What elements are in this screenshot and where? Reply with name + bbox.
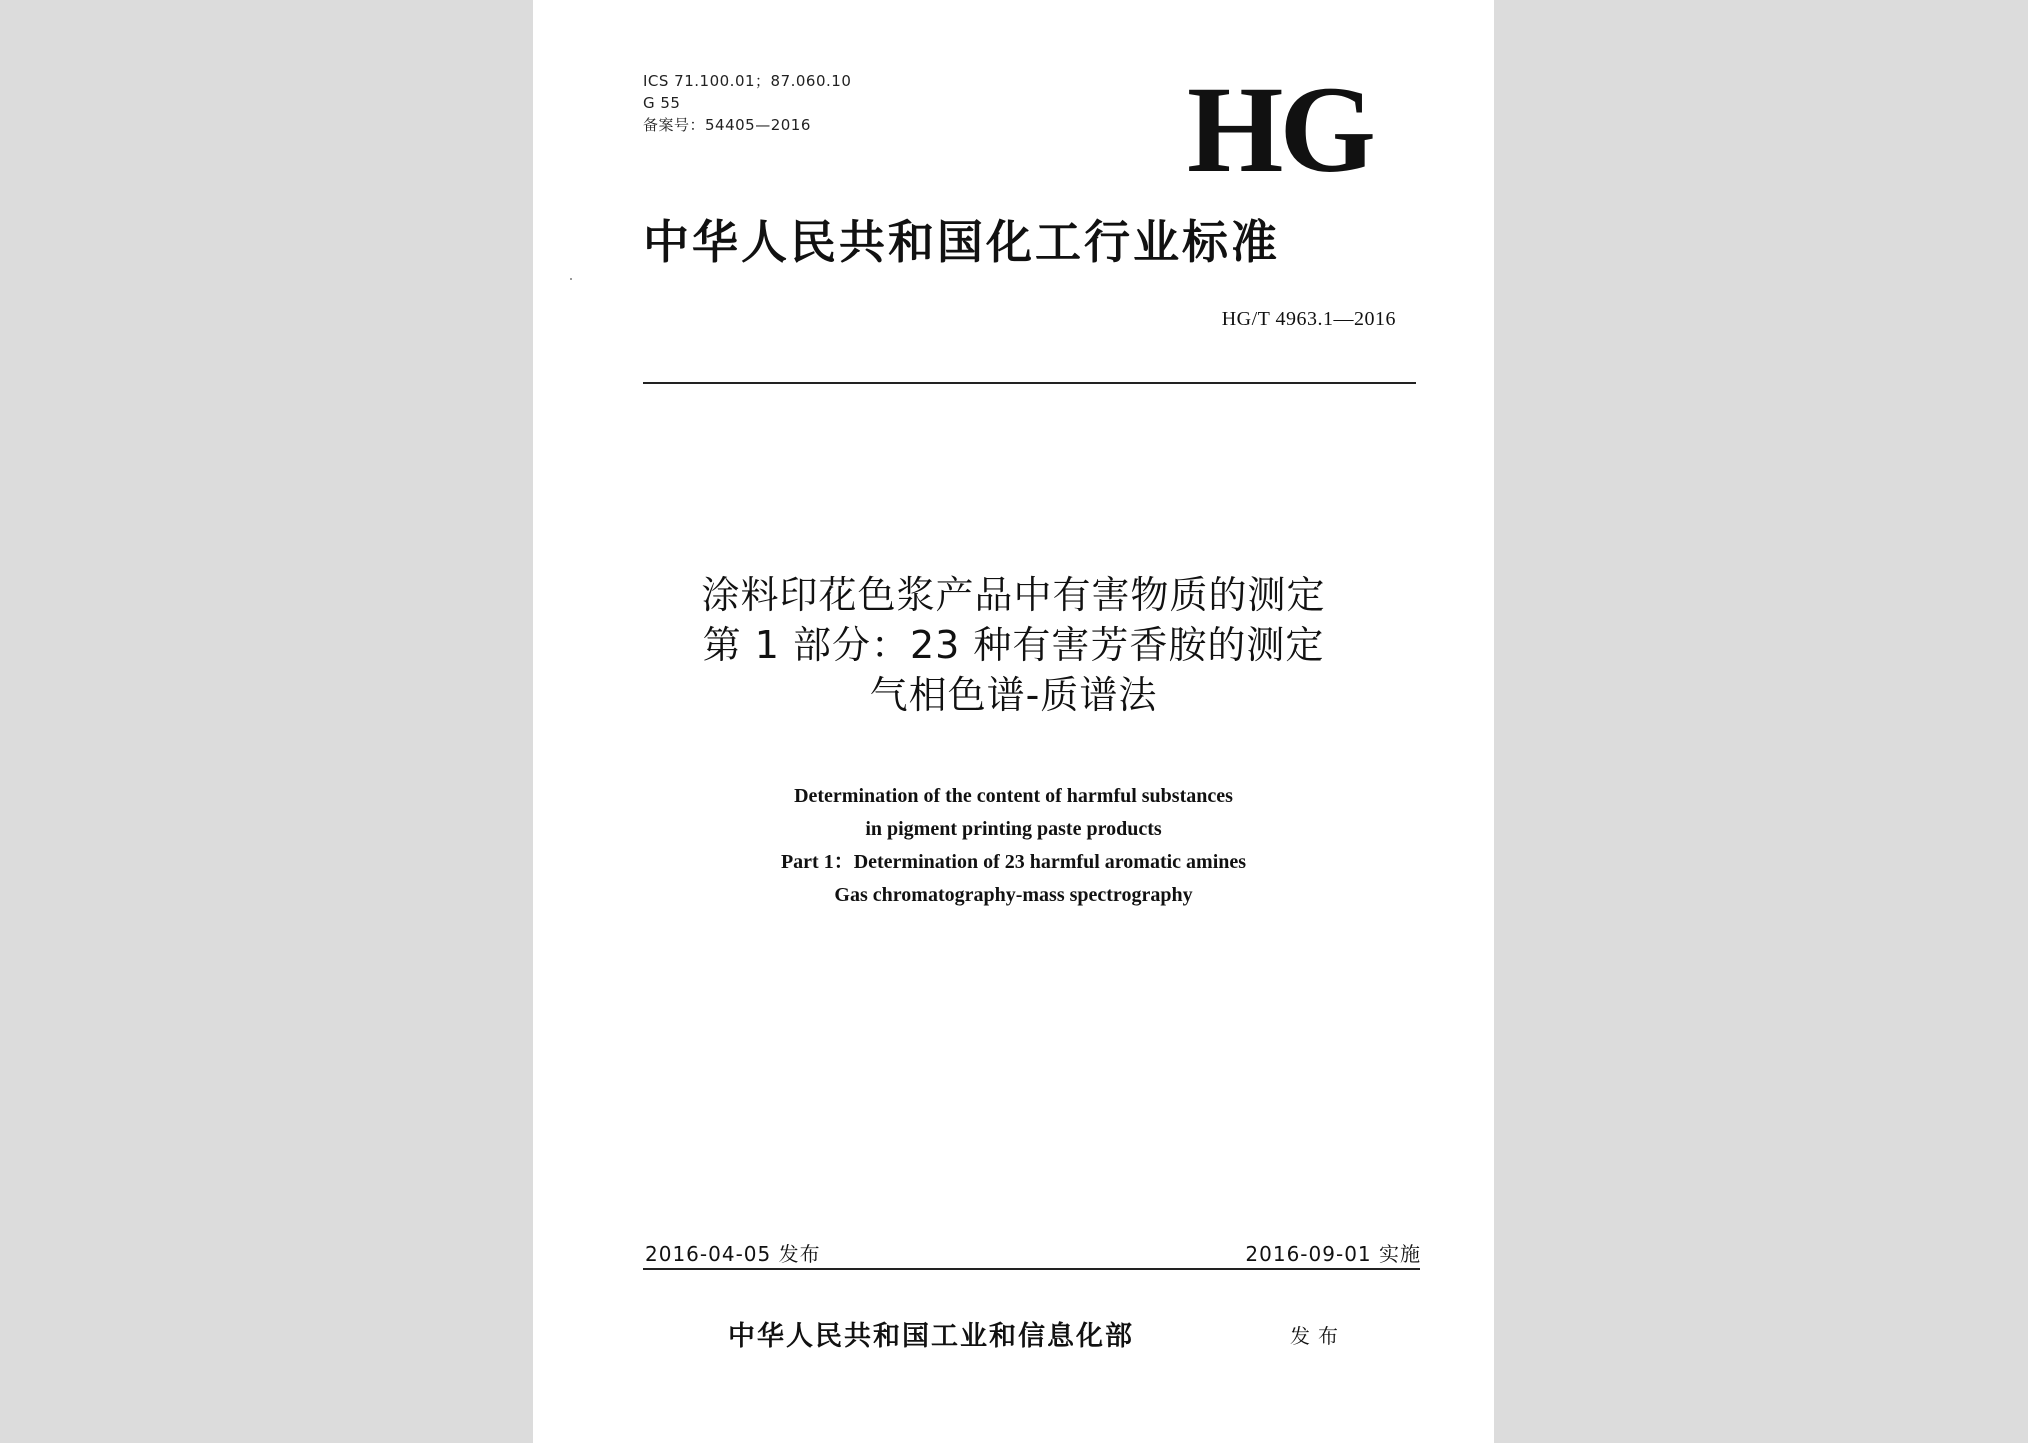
document-page [533,0,1494,1443]
top-divider [643,382,1416,384]
english-title-line-2: in pigment printing paste products [865,818,1162,840]
english-title-line-4: Gas chromatography-mass spectrography [834,884,1193,906]
english-title-line-1: Determination of the content of harmful substances [794,785,1233,807]
issue-date: 2016-04-05 发布 [645,1242,821,1266]
english-title [533,780,1494,912]
filing-number: 备案号：54405—2016 [643,116,811,134]
chinese-title-line-3: 气相色谱-质谱法 [869,673,1158,717]
standard-number: HG/T 4963.1—2016 [1221,308,1396,330]
chinese-title [533,570,1494,720]
publisher-action: 发布 [1290,1324,1346,1348]
chinese-title-line-2: 第 1 部分：23 种有害芳香胺的测定 [702,623,1325,667]
publisher: 中华人民共和国工业和信息化部 [728,1321,1134,1352]
implementation-date: 2016-09-01 实施 [1245,1242,1421,1266]
hg-logo: HG [1187,61,1372,198]
standard-title: 中华人民共和国化工行业标准 [643,215,1280,269]
classification-codes [643,70,851,136]
ics-code: ICS 71.100.01；87.060.10 [643,72,852,90]
english-title-line-3: Part 1：Determination of 23 harmful aromatic amines [780,851,1247,873]
date-row [645,1238,1421,1268]
scan-speck [570,278,572,280]
chinese-title-line-1: 涂料印花色浆产品中有害物质的测定 [701,573,1326,617]
ccs-code: G 55 [643,94,681,112]
bottom-divider [643,1268,1420,1270]
